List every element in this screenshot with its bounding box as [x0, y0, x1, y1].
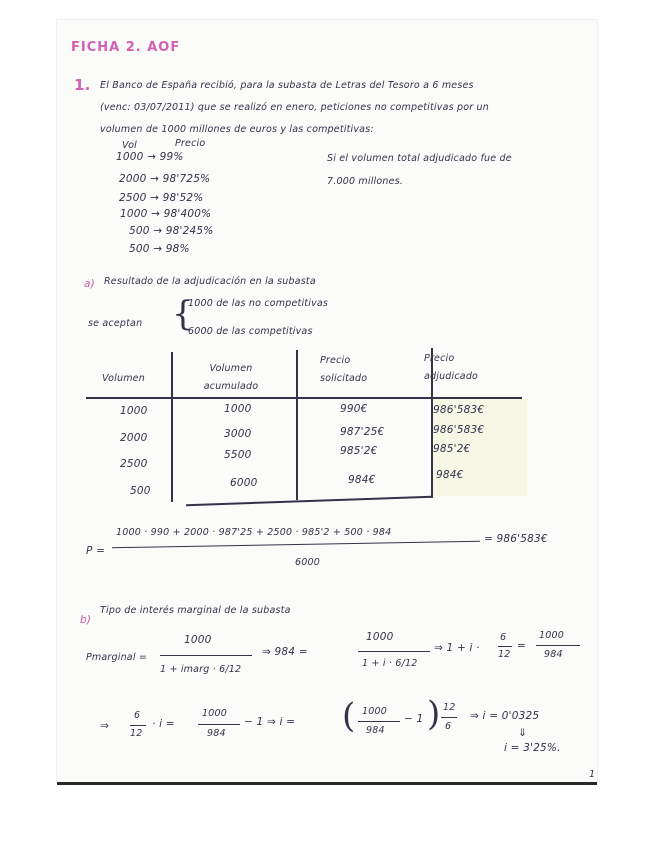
- page-number: 1: [589, 769, 596, 780]
- fraction-bar: [160, 655, 252, 656]
- table-cell: 500: [130, 485, 151, 497]
- part-a-label: a): [84, 278, 95, 290]
- statement-line-1: El Banco de España recibió, para la subasta de Letras del Tesoro a 6 meses: [100, 80, 474, 91]
- frac1-numerator: 1000: [184, 634, 212, 646]
- close-paren: ): [427, 694, 441, 734]
- result-1: ⇒ i = 0'0325: [470, 710, 540, 722]
- frac3-numerator: 6: [500, 632, 507, 643]
- p-marginal-label: Pmarginal =: [86, 652, 148, 663]
- l2-frac2-denominator: 984: [207, 728, 226, 739]
- table-col-rule: [171, 352, 173, 502]
- exercise-number: 1.: [74, 76, 91, 94]
- bid-row: 1000 → 98'400%: [120, 208, 212, 220]
- arrow-eq-2: ⇒ 1 + i ·: [434, 642, 480, 654]
- frac2-numerator: 1000: [366, 631, 394, 643]
- bid-row: 1000 → 99%: [116, 151, 184, 163]
- table-cell: 990€: [340, 403, 368, 415]
- table-cell: 985'2€: [340, 445, 378, 457]
- bids-header-vol: Vol: [122, 140, 137, 151]
- fraction-bar: [498, 646, 512, 647]
- l2-text-2: − 1 ⇒ i =: [244, 716, 296, 728]
- table-header: Volumen: [102, 373, 145, 384]
- table-cell: 984€: [348, 474, 376, 486]
- accepted-line-2: 6000 de las competitivas: [188, 326, 313, 337]
- statement-line-3: volumen de 1000 millones de euros y las competitivas:: [100, 124, 374, 135]
- frac3-denominator: 12: [498, 649, 511, 660]
- accepted-label: se aceptan: [88, 318, 143, 329]
- result-2: i = 3'25%.: [504, 742, 561, 754]
- fraction-bar: [198, 724, 240, 725]
- table-cell: 985'2€: [433, 443, 471, 455]
- table-cell: 3000: [224, 428, 252, 440]
- l2-frac4-numerator: 12: [443, 702, 456, 713]
- bid-row: 500 → 98'245%: [129, 225, 214, 237]
- formula-lhs: P =: [86, 545, 106, 557]
- frac4-denominator: 984: [544, 649, 563, 660]
- table-cell: 987'25€: [340, 426, 385, 438]
- frac2-denominator: 1 + i · 6/12: [362, 658, 418, 669]
- down-arrow-icon: ⇓: [518, 727, 527, 739]
- brace-icon: {: [172, 294, 194, 334]
- bid-row: 2000 → 98'725%: [119, 173, 211, 185]
- table-cell: 1000: [224, 403, 252, 415]
- accepted-line-1: 1000 de las no competitivas: [188, 298, 329, 309]
- table-header-rule: [86, 397, 522, 399]
- note-line-1: Si el volumen total adjudicado fue de: [327, 153, 512, 164]
- frac1-denominator: 1 + imarg · 6/12: [160, 664, 242, 675]
- table-header: Precio adjudicado: [424, 353, 479, 382]
- table-cell: 2000: [120, 432, 148, 444]
- l2-text-3: − 1: [404, 713, 424, 725]
- eq-3: =: [517, 640, 526, 652]
- page-title: FICHA 2. AOF: [71, 40, 181, 55]
- l2-frac3-denominator: 984: [366, 725, 385, 736]
- statement-line-2: (venc: 03/07/2011) que se realizó en enero, peticiones no competitivas por un: [100, 102, 489, 113]
- fraction-bar: [441, 717, 457, 718]
- page-bottom-edge: [57, 782, 597, 785]
- table-cell: 5500: [224, 449, 252, 461]
- formula-denominator: 6000: [295, 557, 320, 568]
- l2-text-1: · i =: [152, 718, 175, 730]
- l2-frac4-denominator: 6: [445, 721, 452, 732]
- table-cell: 6000: [230, 477, 258, 489]
- frac4-numerator: 1000: [539, 630, 564, 641]
- fraction-bar: [536, 645, 580, 646]
- table-header: Precio solicitado: [320, 355, 368, 384]
- open-paren: (: [342, 696, 356, 736]
- bids-header-price: Precio: [175, 138, 206, 149]
- bid-row: 500 → 98%: [129, 243, 190, 255]
- fraction-bar: [130, 725, 146, 726]
- part-b-label: b): [80, 614, 92, 626]
- formula-result: = 986'583€: [484, 533, 548, 545]
- l2-frac2-numerator: 1000: [202, 708, 227, 719]
- table-cell: 2500: [120, 458, 148, 470]
- arrow-start: ⇒: [100, 720, 109, 732]
- table-col-rule: [296, 350, 298, 500]
- table-cell: 986'583€: [433, 424, 485, 436]
- l2-frac1-numerator: 6: [134, 710, 141, 721]
- table-cell: 984€: [436, 469, 464, 481]
- table-cell: 1000: [120, 405, 148, 417]
- formula-numerator: 1000 · 990 + 2000 · 987'25 + 2500 · 985'2 + 500 · 984: [116, 527, 392, 538]
- note-line-2: 7.000 millones.: [327, 176, 404, 187]
- fraction-bar: [358, 721, 400, 722]
- part-a-title: Resultado de la adjudicación en la subasta: [104, 276, 316, 287]
- table-cell: 986'583€: [433, 404, 485, 416]
- part-b-title: Tipo de interés marginal de la subasta: [100, 605, 291, 616]
- bid-row: 2500 → 98'52%: [119, 192, 204, 204]
- table-header: Volumen acumulado: [203, 363, 259, 392]
- fraction-bar: [358, 651, 430, 652]
- l2-frac3-numerator: 1000: [362, 706, 387, 717]
- l2-frac1-denominator: 12: [130, 728, 143, 739]
- arrow-eq-1: ⇒ 984 =: [262, 646, 308, 658]
